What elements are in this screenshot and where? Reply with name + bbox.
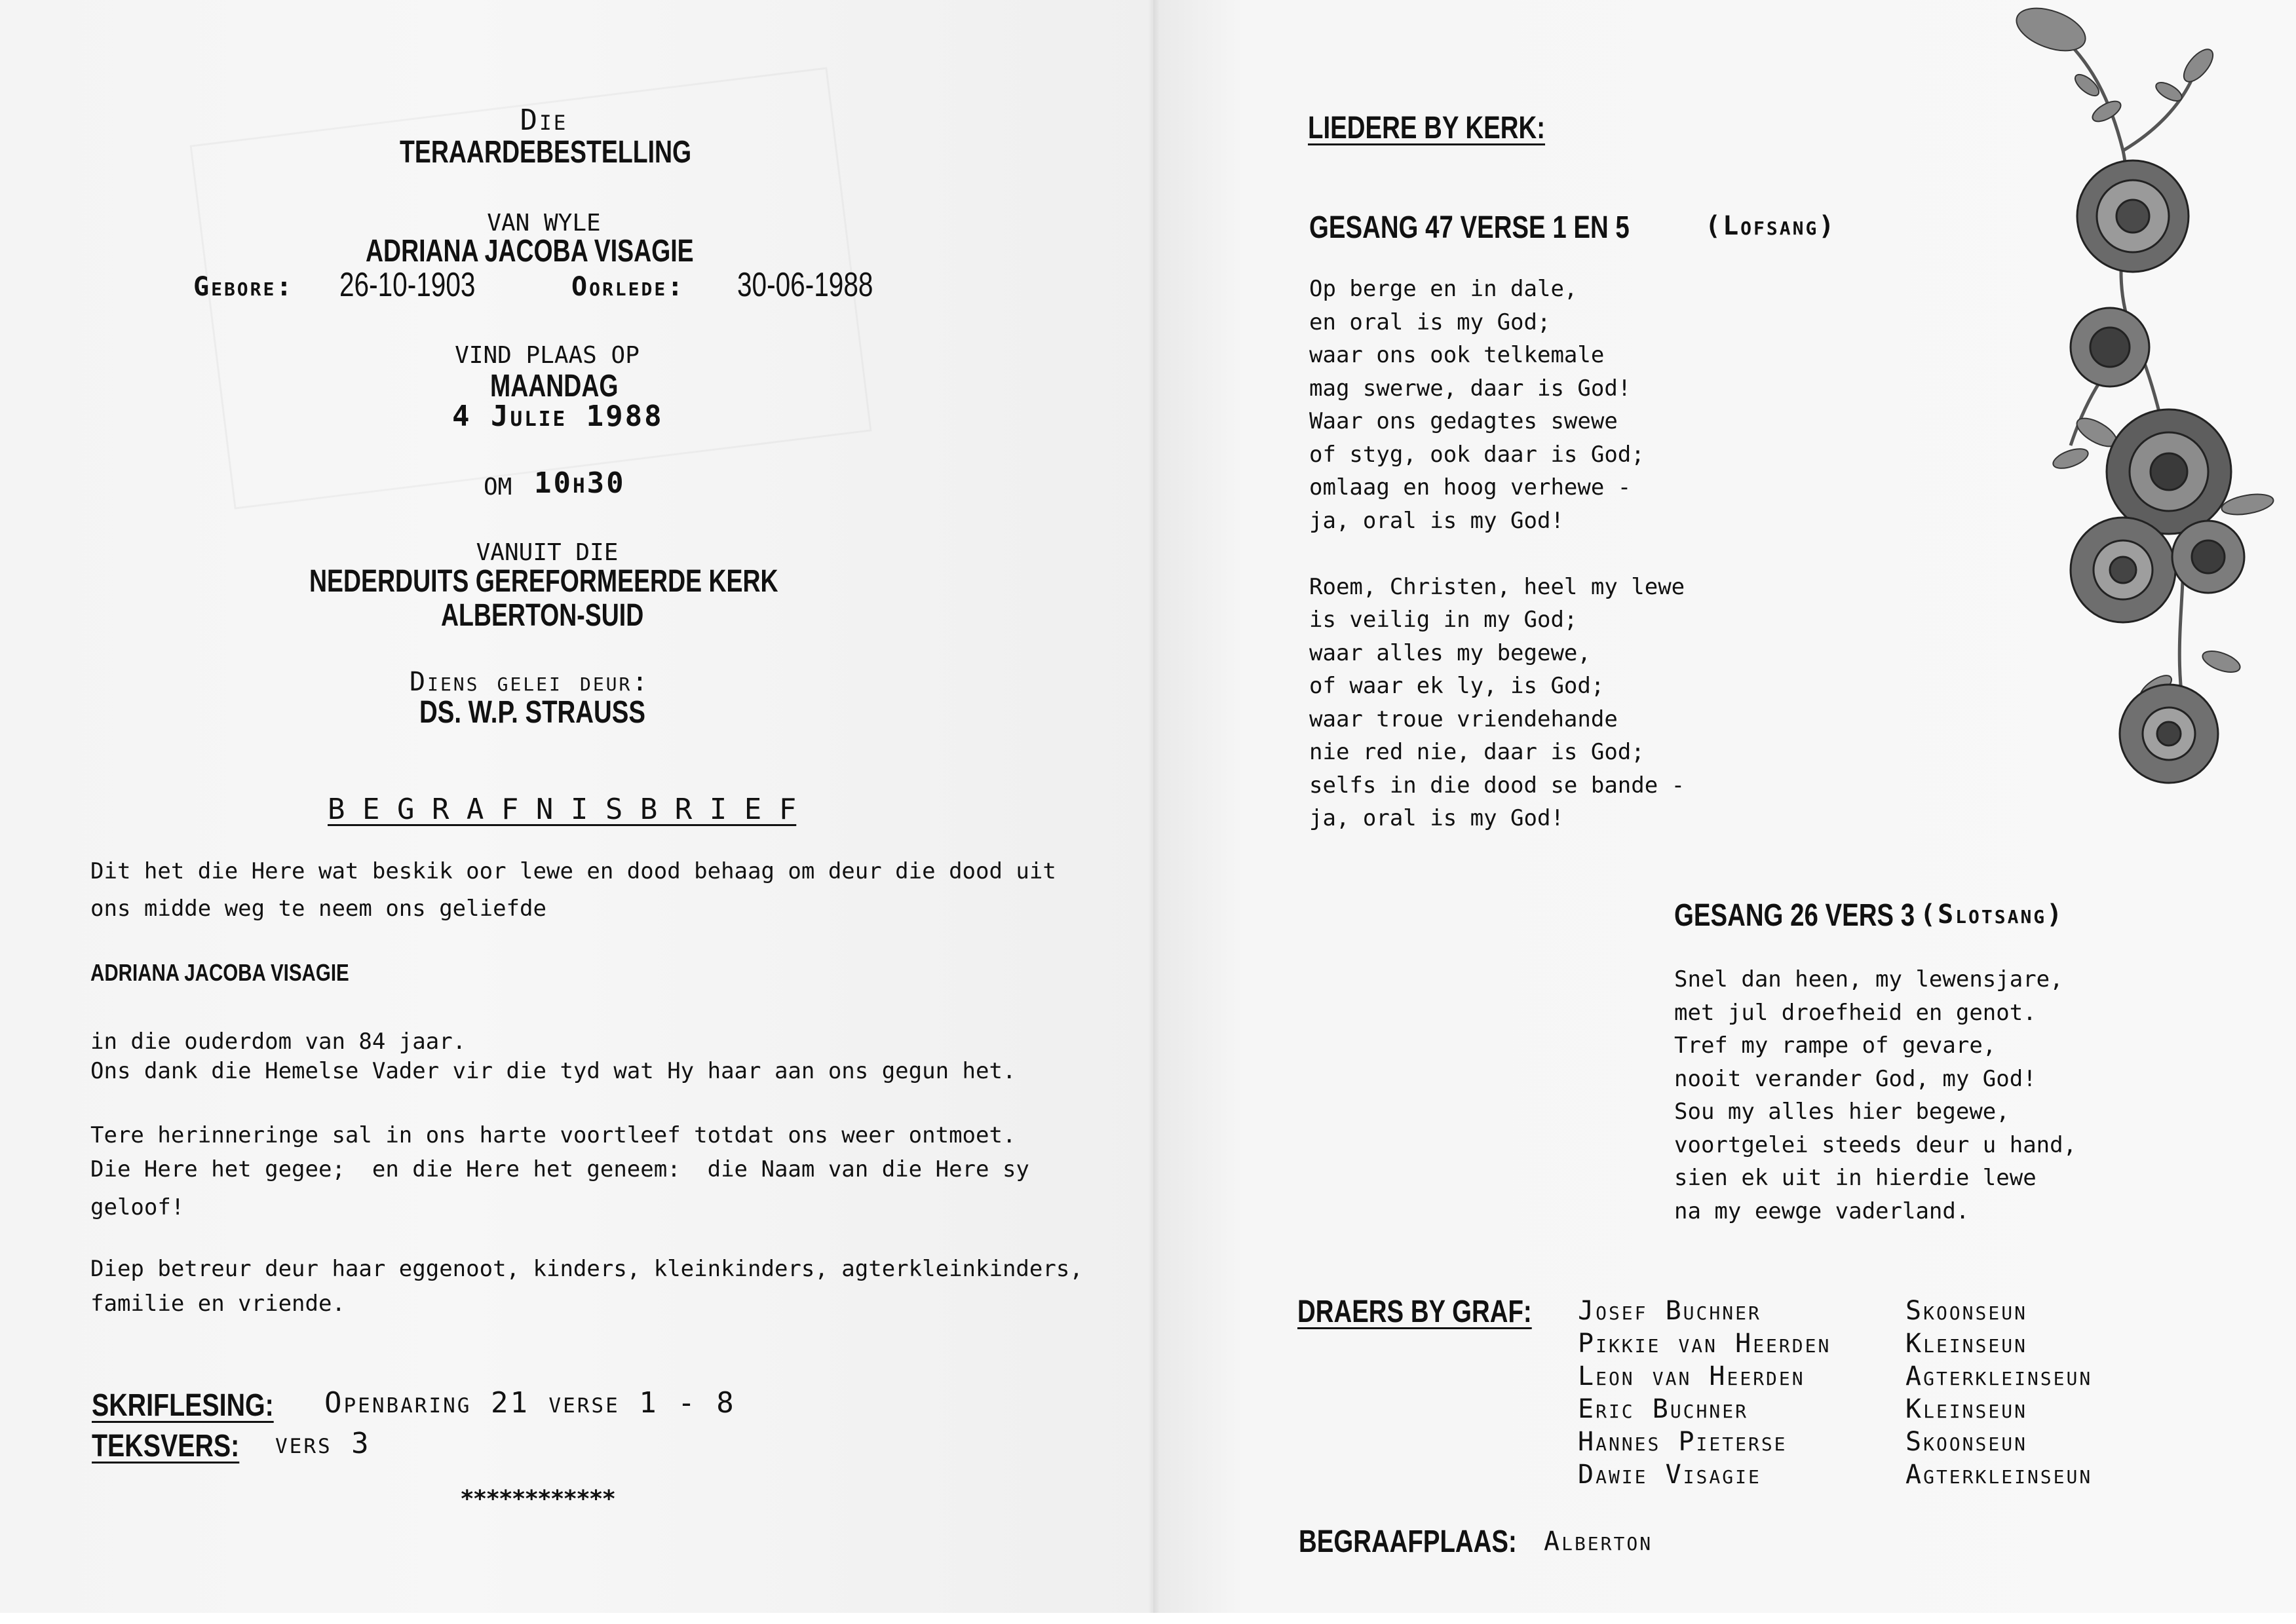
bearer-name: Eric Buchner — [1578, 1394, 1748, 1424]
bearer-name: Dawie Visagie — [1578, 1460, 1761, 1490]
hymn1-line: Waar ons gedagtes swewe — [1309, 408, 1618, 434]
rose-illustration — [1972, 0, 2280, 825]
bearer-name: Hannes Pieterse — [1578, 1427, 1788, 1457]
born-date: 26-10-1903 — [339, 266, 476, 304]
letter-p2-line1: in die ouderdom van 84 jaar. — [90, 1029, 467, 1055]
letter-p3-line1: Tere herinneringe sal in ons harte voortleef totdat ons weer ontmoet. — [90, 1122, 1016, 1148]
hymn2-line: sien ek uit in hierdie lewe — [1674, 1165, 2037, 1191]
scripture-value: Openbaring 21 verse 1 - 8 — [324, 1386, 736, 1420]
letter-p2-line2: Ons dank die Hemelse Vader vir die tyd wat Hy haar aan ons gegun het. — [90, 1058, 1016, 1084]
hymn2-line: Tref my rampe of gevare, — [1674, 1032, 1997, 1059]
hymn2-line: Snel dan heen, my lewensjare, — [1674, 966, 2063, 992]
letter-deceased-name: ADRIANA JACOBA VISAGIE — [90, 959, 349, 986]
hymn1-title: GESANG 47 VERSE 1 EN 5 — [1309, 210, 1630, 245]
hymn2-line: nooit verander God, my God! — [1674, 1065, 2037, 1092]
hymn1-line: ja, oral is my God! — [1309, 507, 1564, 534]
died-label: Oorlede: — [571, 272, 685, 302]
bearer-name: Josef Buchner — [1578, 1296, 1761, 1326]
born-label: Gebore: — [193, 272, 294, 302]
hymn2-line: Sou my alles hier begewe, — [1674, 1099, 2010, 1125]
hymn1-line: ja, oral is my God! — [1309, 805, 1564, 831]
hymn1-line: Op berge en in dale, — [1309, 276, 1578, 302]
service-time: 10h30 — [534, 466, 626, 500]
scan-edge — [0, 1613, 2296, 1624]
hymn1-line: of waar ek ly, is God; — [1309, 673, 1605, 699]
bearer-relation: Agterkleinseun — [1905, 1361, 2093, 1391]
begrafnisbrief-title: B E G R A F N I S B R I E F — [328, 793, 797, 826]
bearer-relation: Skoonseun — [1905, 1427, 2027, 1457]
hymn1-line: nie red nie, daar is God; — [1309, 739, 1645, 765]
bearer-relation: Skoonseun — [1905, 1296, 2027, 1326]
church-line1: NEDERDUITS GEREFORMEERDE KERK — [309, 564, 778, 599]
letter-p3-line3: geloof! — [90, 1194, 185, 1220]
hymn1-line — [1309, 537, 1685, 571]
scripture-label: SKRIFLESING: — [92, 1388, 274, 1423]
letter-p4-line2: familie en vriende. — [90, 1291, 345, 1317]
hymn2-tag: (Slotsang) — [1920, 899, 2065, 930]
vind-plaas-op: VIND PLAAS OP — [455, 342, 640, 369]
time-prefix: OM — [484, 474, 512, 500]
heading-die: Die — [520, 104, 568, 137]
letter-p4-line1: Diep betreur deur haar eggenoot, kinders, kleinkinders, agterkleinkinders, — [90, 1256, 1083, 1282]
van-wyle: VAN WYLE — [487, 210, 601, 236]
letter-p1-line2: ons midde weg te neem ons geliefde — [90, 896, 546, 922]
deceased-name: ADRIANA JACOBA VISAGIE — [366, 234, 694, 269]
bearer-relation: Kleinseun — [1905, 1329, 2027, 1359]
center-fold — [1148, 0, 1160, 1624]
bearer-name: Pikkie van Heerden — [1578, 1329, 1831, 1359]
letter-p1-line1: Dit het die Here wat beskik oor lewe en dood behaag om deur die dood uit — [90, 858, 1056, 884]
bearer-relation: Kleinseun — [1905, 1394, 2027, 1424]
closing-stars: ************ — [460, 1486, 615, 1513]
hymn1-line: omlaag en hoog verhewe - — [1309, 474, 1632, 500]
service-day: MAANDAG — [490, 369, 619, 404]
hymn1-line: selfs in die dood se bande - — [1309, 772, 1685, 799]
hymn1-line: is veilig in my God; — [1309, 607, 1578, 633]
service-led-by: Diens gelei deur: — [410, 667, 650, 697]
hymn2-title: GESANG 26 VERS 3 — [1674, 898, 1915, 933]
teksvers-label: TEKSVERS: — [92, 1429, 240, 1463]
hymn2-line: na my eewge vaderland. — [1674, 1198, 1970, 1224]
hymn1-verses — [1309, 273, 1685, 835]
cemetery-value: Alberton — [1544, 1526, 1653, 1557]
songs-heading: LIEDERE BY KERK: — [1308, 111, 1546, 145]
heading-teraardebestelling: TERAARDEBESTELLING — [400, 135, 692, 170]
hymn2-line: voortgelei steeds deur u hand, — [1674, 1131, 2077, 1158]
minister-name: DS. W.P. STRAUSS — [419, 695, 645, 730]
cemetery-label: BEGRAAFPLAAS: — [1299, 1524, 1517, 1559]
hymn1-line: waar ons ook telkemale — [1309, 342, 1605, 368]
bearer-name: Leon van Heerden — [1578, 1361, 1805, 1391]
teksvers-value: vers 3 — [275, 1427, 371, 1460]
hymn1-line: waar troue vriendehande — [1309, 706, 1618, 732]
hymn1-line: mag swerwe, daar is God! — [1309, 375, 1632, 402]
hymn1-line: waar alles my begewe, — [1309, 639, 1591, 666]
church-line2: ALBERTON-SUID — [441, 598, 644, 633]
bearer-relation: Agterkleinseun — [1905, 1460, 2093, 1490]
vanuit-die: VANUIT DIE — [476, 539, 619, 566]
hymn1-line: en oral is my God; — [1309, 309, 1551, 335]
hymn1-tag: (Lofsang) — [1705, 211, 1837, 241]
died-date: 30-06-1988 — [737, 266, 873, 304]
hymn2-verses — [1674, 963, 2076, 1228]
service-date: 4 Julie 1988 — [452, 400, 664, 433]
hymn1-line: Roem, Christen, heel my lewe — [1309, 573, 1685, 600]
bearers-label: DRAERS BY GRAF: — [1297, 1294, 1532, 1329]
hymn2-line: met jul droefheid en genot. — [1674, 999, 2037, 1026]
hymn1-line: of styg, ook daar is God; — [1309, 441, 1645, 468]
letter-p3-line2: Die Here het gegee; en die Here het geneem: die Naam van die Here sy — [90, 1156, 1029, 1182]
